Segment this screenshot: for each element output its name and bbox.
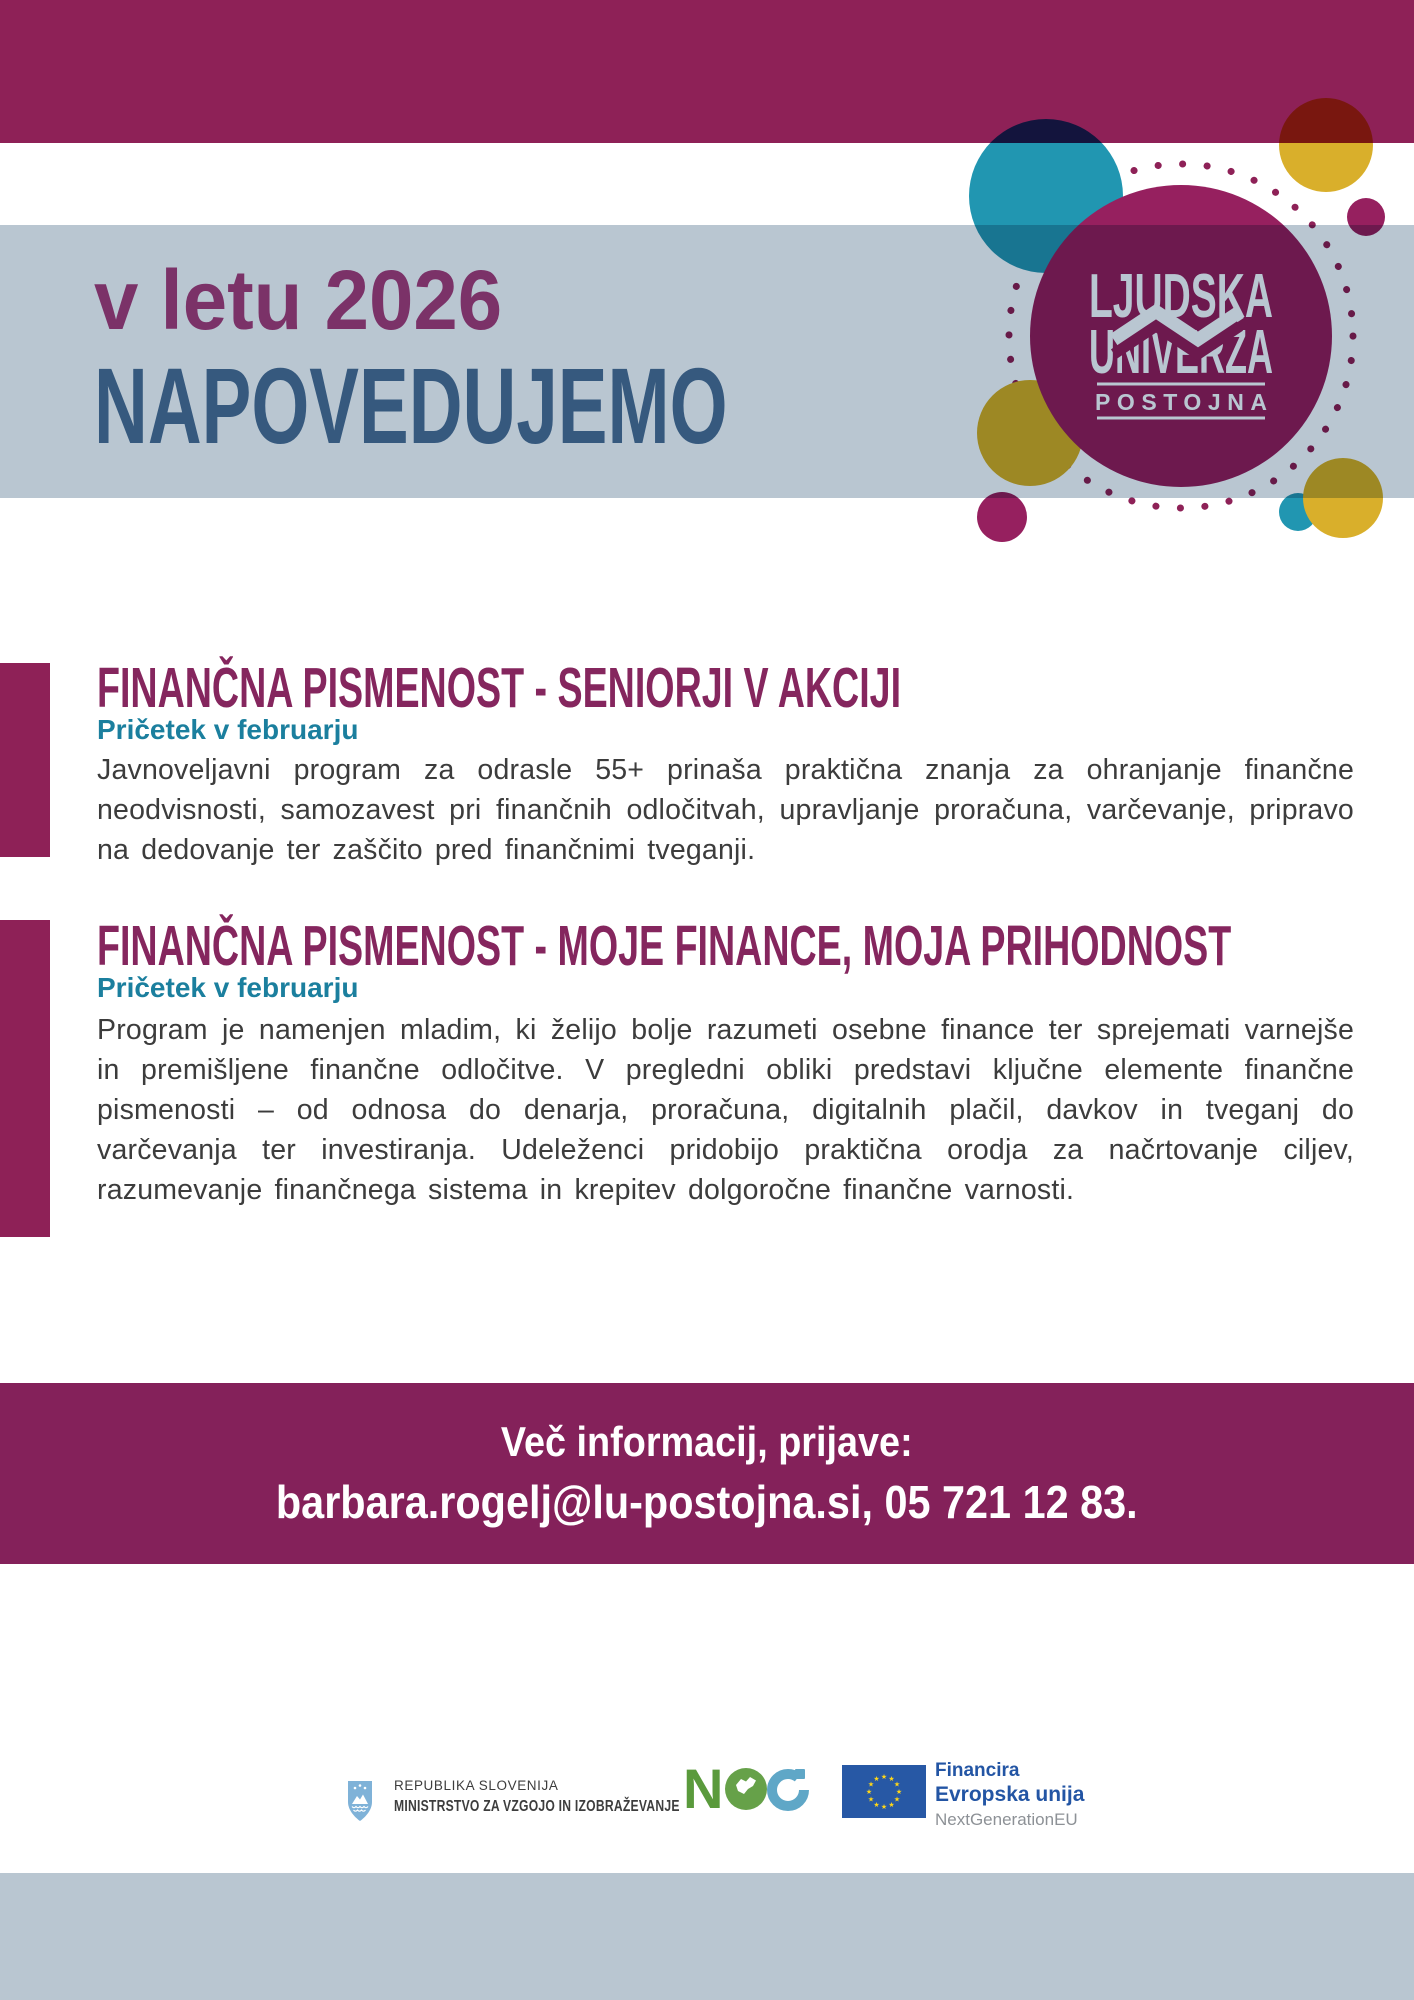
bottom-gray-band	[0, 1873, 1414, 2000]
eu-star-icon: ★	[867, 1795, 875, 1804]
eu-line-2: Evropska unija	[935, 1783, 1085, 1806]
eu-star-icon: ★	[865, 1788, 873, 1796]
eu-star-icon: ★	[880, 1773, 888, 1781]
ministry-line-1: REPUBLIKA SLOVENIJA	[394, 1778, 559, 1793]
contact-details: barbara.rogelj@lu-postojna.si, 05 721 12 83.	[276, 1476, 1138, 1529]
noo-letter-n: N	[683, 1763, 724, 1815]
eu-flag-icon	[842, 1765, 926, 1818]
eu-line-1: Financira	[935, 1760, 1020, 1781]
section-2-body: Program je namenjen mladim, ki želijo bolje razumeti osebne finance ter sprejemati varnejše in premišljene finančne odločitve. V pregledni obliki predstavi ključne elemente finančne pismenosti – od odnosa do denarja, proračuna, digitalnih plačil, davkov in tveganj do varčevanja ter investiranja. Udeleženci pridobijo praktična orodja za načrtovanje ciljev, razumevanje finančnega sistema in krepitev dolgoročne finančne varnosti.	[97, 1014, 1354, 1206]
slovenia-coat-of-arms-icon	[347, 1780, 373, 1822]
section-2-start-date: Pričetek v februarju	[97, 972, 359, 1003]
eu-star-icon: ★	[893, 1795, 901, 1804]
eu-star-icon: ★	[880, 1803, 888, 1811]
eu-star-icon: ★	[867, 1780, 875, 1789]
logo-yellow-circle-icon	[1279, 98, 1373, 192]
eu-star-icon: ★	[873, 1801, 880, 1809]
contact-intro: Več informacij, prijave:	[501, 1417, 913, 1465]
section-1-body: Javnoveljavni program za odrasle 55+ prinaša praktična znanja za ohranjanje finančne neodvisnosti, samozavest pri finančnih odločitvah, upravljanje proračuna, varčevanje, pripravo na dedovanje ter zaščito pred finančnimi tveganji.	[97, 754, 1354, 866]
section-2-accent-bar	[0, 920, 50, 1237]
section-1-title: FINANČNA PISMENOST - SENIORJI V AKCIJI	[97, 656, 902, 720]
eu-star-icon: ★	[888, 1775, 895, 1783]
university-logo	[930, 80, 1414, 560]
eu-funding-text	[935, 1761, 1084, 1828]
eu-star-icon: ★	[888, 1801, 895, 1809]
ministry-line-2: MINISTRSTVO ZA VZGOJO IN IZOBRAŽEVANJE	[394, 1797, 680, 1815]
section-1-accent-bar	[0, 663, 50, 857]
section-1-start-date: Pričetek v februarju	[97, 714, 359, 745]
logo-yellow-circle-icon	[1303, 458, 1383, 538]
eu-line-3: NextGenerationEU	[935, 1810, 1078, 1829]
noo-logo	[683, 1763, 813, 1815]
section-2-title: FINANČNA PISMENOST - MOJE FINANCE, MOJA PRIHODNOST	[97, 914, 1232, 978]
eu-star-icon: ★	[895, 1788, 903, 1796]
logo-text-line3: POSTOJNA	[1095, 389, 1267, 415]
logo-small-magenta-circle-icon	[1347, 198, 1385, 236]
logo-text-line2: UNIVERZA	[1089, 318, 1273, 387]
contact-band	[0, 1383, 1414, 1564]
eu-star-icon: ★	[873, 1775, 880, 1783]
noo-blue-corner-icon	[795, 1769, 805, 1779]
page-title: NAPOVEDUJEMO	[94, 345, 728, 466]
eu-star-icon: ★	[893, 1780, 901, 1789]
logo-text-line1: LJUDSKA	[1089, 262, 1273, 331]
hero-kicker: v letu 2026	[94, 253, 503, 347]
logo-small-magenta-circle-icon	[977, 492, 1027, 542]
